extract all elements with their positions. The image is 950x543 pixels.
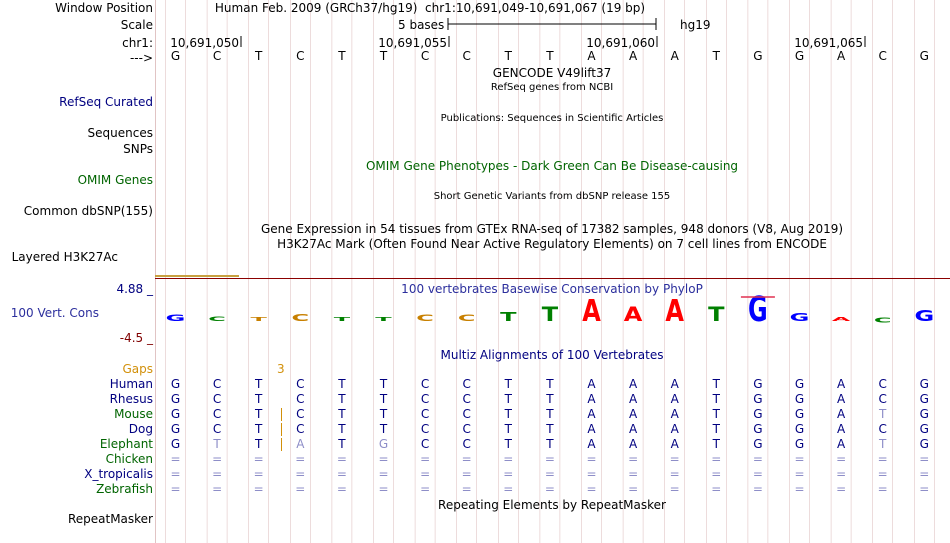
alignment-base: =	[295, 467, 306, 481]
alignment-base: G	[919, 437, 929, 451]
repeatmasker-track-title[interactable]: Repeating Elements by RepeatMasker	[438, 498, 666, 512]
reference-base: A	[836, 49, 846, 63]
alignment-base: G	[753, 422, 763, 436]
alignment-base: T	[546, 377, 554, 391]
alignment-base: G	[753, 377, 763, 391]
alignment-base: C	[296, 422, 305, 436]
conservation-base: G	[789, 311, 810, 324]
alignment-base: =	[711, 467, 722, 481]
conservation-base: T	[708, 304, 725, 327]
scale-label: Scale	[120, 18, 153, 32]
reference-base: T	[255, 49, 263, 63]
alignment-base: G	[794, 437, 805, 451]
alignment-base: C	[462, 422, 471, 436]
alignment-base: A	[628, 407, 638, 421]
gap-count: 3	[277, 362, 285, 376]
alignment-base: C	[296, 377, 305, 391]
reference-base: A	[628, 49, 638, 63]
alignment-base: =	[711, 482, 722, 496]
alignment-base: =	[669, 452, 680, 466]
cons-max-label: 4.88 _	[116, 282, 153, 296]
conservation-base: T	[375, 316, 392, 323]
alignment-base: A	[670, 437, 679, 451]
alignment-base: =	[586, 482, 597, 496]
reference-base: T	[379, 49, 388, 63]
gaps-label: Gaps	[122, 362, 153, 376]
alignment-base: =	[336, 452, 347, 466]
alignment-base: =	[919, 482, 930, 496]
alignment-base: =	[420, 467, 431, 481]
multiz-track-title[interactable]: Multiz Alignments of 100 Vertebrates	[440, 348, 664, 362]
snps-track-label[interactable]: SNPs	[123, 142, 153, 156]
conservation-base: A	[582, 293, 601, 329]
alignment-base: =	[752, 467, 763, 481]
alignment-base: G	[919, 392, 929, 406]
alignment-base: C	[462, 377, 471, 391]
alignment-base: =	[170, 467, 181, 481]
reference-base: C	[420, 49, 430, 63]
alignment-base: A	[587, 407, 596, 421]
alignment-base: T	[504, 377, 512, 391]
h3k27ac-track-title[interactable]: H3K27Ac Mark (Often Found Near Active Regulatory Elements) on 7 cell lines from ENCODE	[277, 237, 827, 251]
alignment-base: =	[253, 452, 264, 466]
reference-base: G	[794, 49, 805, 63]
alignment-base: G	[753, 437, 763, 451]
reference-base: G	[753, 49, 763, 63]
alignment-base: A	[836, 392, 846, 406]
cons-min-label: -4.5 _	[119, 331, 153, 345]
alignment-base: A	[836, 377, 846, 391]
species-label[interactable]: Dog	[128, 422, 153, 436]
reference-base: C	[296, 49, 305, 63]
conservation-base: T	[250, 316, 267, 323]
assembly-name: Human Feb. 2009 (GRCh37/hg19)	[214, 1, 418, 15]
alignment-base: T	[338, 392, 346, 406]
refseq-track-title[interactable]: RefSeq genes from NCBI	[490, 82, 614, 93]
alignment-base: T	[255, 392, 263, 406]
alignment-base: A	[670, 407, 679, 421]
alignment-base: =	[836, 452, 847, 466]
alignment-base: T	[712, 407, 720, 421]
position-readout: chr1:10,691,049-10,691,067 (19 bp)	[425, 1, 646, 15]
insertion-marker	[281, 438, 282, 451]
alignment-base: C	[212, 407, 222, 421]
alignment-base: T	[338, 422, 346, 436]
alignment-base: A	[587, 422, 596, 436]
alignment-base: C	[296, 407, 305, 421]
alignment-base: T	[255, 377, 263, 391]
alignment-base: =	[461, 482, 472, 496]
conservation-base: G	[914, 306, 935, 325]
alignment-base: A	[670, 422, 679, 436]
alignment-base: =	[503, 467, 514, 481]
reference-base: C	[878, 49, 887, 63]
alignment-base: =	[212, 452, 223, 466]
alignment-base: =	[544, 467, 555, 481]
alignment-base: A	[628, 377, 638, 391]
alignment-base: =	[794, 482, 805, 496]
alignment-base: =	[877, 482, 888, 496]
alignment-base: T	[712, 422, 720, 436]
alignment-base: G	[170, 422, 181, 436]
alignment-base: A	[587, 377, 596, 391]
alignment-base: T	[546, 392, 554, 406]
alignment-base: C	[420, 392, 430, 406]
reference-base: C	[462, 49, 471, 63]
alignment-base: G	[794, 392, 805, 406]
alignment-base: T	[379, 377, 388, 391]
species-label[interactable]: Rhesus	[109, 392, 153, 406]
alignment-base: T	[504, 422, 512, 436]
window-position-label: Window Position	[55, 1, 153, 15]
omim-track-title[interactable]: OMIM Gene Phenotypes - Dark Green Can Be Disease-causing	[365, 159, 739, 173]
alignment-base: =	[461, 452, 472, 466]
alignment-base: =	[919, 452, 930, 466]
alignment-base: T	[879, 407, 887, 421]
alignment-base: =	[794, 452, 805, 466]
cons-track-label[interactable]: 100 Vert. Cons	[10, 306, 99, 320]
conservation-base: C	[208, 315, 226, 323]
species-label[interactable]: Mouse	[114, 407, 153, 421]
alignment-base: A	[587, 437, 596, 451]
ruler-tick-label: 10,691,050	[170, 36, 239, 50]
alignment-base: =	[877, 452, 888, 466]
alignment-base: C	[420, 407, 430, 421]
alignment-base: =	[752, 452, 763, 466]
alignment-base: C	[212, 422, 222, 436]
alignment-base: T	[712, 392, 720, 406]
sequences-track-label[interactable]: Sequences	[87, 126, 153, 140]
alignment-base: =	[752, 482, 763, 496]
alignment-base: T	[255, 407, 263, 421]
alignment-base: T	[546, 437, 554, 451]
alignment-base: =	[544, 452, 555, 466]
alignment-base: C	[420, 422, 430, 436]
alignment-base: =	[170, 452, 181, 466]
alignment-base: =	[295, 452, 306, 466]
species-label[interactable]: Chicken	[105, 452, 153, 466]
reference-base: T	[504, 49, 512, 63]
alignment-base: G	[794, 377, 805, 391]
alignment-base: =	[628, 452, 639, 466]
alignment-base: T	[546, 422, 554, 436]
alignment-base: A	[628, 437, 638, 451]
conservation-base: C	[457, 313, 476, 324]
alignment-base: G	[919, 377, 929, 391]
species-label[interactable]: Human	[109, 377, 153, 391]
alignment-base: =	[212, 467, 223, 481]
reference-base: T	[338, 49, 346, 63]
alignment-base: T	[712, 437, 720, 451]
alignment-base: C	[420, 377, 430, 391]
alignment-base: T	[379, 422, 388, 436]
alignment-base: A	[836, 437, 846, 451]
alignment-base: C	[296, 392, 305, 406]
conservation-base: T	[500, 310, 517, 325]
conservation-base: T	[333, 316, 351, 323]
alignment-base: T	[504, 437, 512, 451]
alignment-base: A	[670, 377, 679, 391]
reference-base: A	[670, 49, 679, 63]
conservation-base: C	[873, 316, 892, 325]
alignment-base: =	[794, 467, 805, 481]
alignment-base: =	[628, 482, 639, 496]
alignment-base: =	[336, 467, 347, 481]
alignment-base: G	[794, 422, 805, 436]
alignment-base: =	[628, 467, 639, 481]
alignment-base: =	[378, 467, 389, 481]
ruler-tick-label: 10,691,055	[378, 36, 447, 50]
alignment-base: A	[836, 407, 846, 421]
conservation-base: T	[541, 304, 559, 327]
alignment-base: C	[212, 392, 222, 406]
alignment-base: =	[212, 482, 223, 496]
alignment-base: =	[503, 482, 514, 496]
alignment-base: =	[877, 467, 888, 481]
alignment-base: T	[255, 437, 263, 451]
alignment-base: A	[628, 422, 638, 436]
conservation-base: C	[291, 312, 310, 324]
alignment-base: T	[504, 392, 512, 406]
alignment-base: =	[420, 452, 431, 466]
reference-base: C	[212, 49, 222, 63]
alignment-base: G	[919, 422, 929, 436]
alignment-base: T	[379, 392, 388, 406]
alignment-base: =	[378, 482, 389, 496]
species-label[interactable]: Elephant	[99, 437, 153, 451]
alignment-base: T	[546, 407, 554, 421]
alignment-base: A	[587, 392, 596, 406]
alignment-base: =	[544, 482, 555, 496]
alignment-base: =	[253, 467, 264, 481]
alignment-base: G	[170, 407, 181, 421]
alignment-base: =	[586, 452, 597, 466]
alignment-base: =	[919, 467, 930, 481]
dbsnp-track-label[interactable]: Common dbSNP(155)	[23, 204, 153, 218]
repeatmasker-track-label[interactable]: RepeatMasker	[67, 512, 153, 526]
alignment-base: A	[628, 392, 638, 406]
alignment-base: C	[878, 422, 887, 436]
conservation-base: C	[416, 313, 434, 324]
reference-base: T	[712, 49, 720, 63]
alignment-base: =	[253, 482, 264, 496]
alignment-base: C	[878, 377, 887, 391]
alignment-base: T	[338, 437, 346, 451]
alignment-base: =	[295, 482, 306, 496]
alignment-base: G	[753, 392, 763, 406]
reference-base: G	[919, 49, 929, 63]
gencode-track-title[interactable]: GENCODE V49lift37	[492, 66, 612, 80]
alignment-base: C	[212, 377, 222, 391]
refseq-track-label[interactable]: RefSeq Curated	[59, 95, 153, 109]
alignment-base: =	[378, 452, 389, 466]
alignment-base: C	[878, 392, 887, 406]
ruler-tick-label: 10,691,065	[794, 36, 863, 50]
alignment-base: =	[336, 482, 347, 496]
alignment-base: T	[255, 422, 263, 436]
alignment-base: =	[461, 467, 472, 481]
alignment-base: A	[670, 392, 679, 406]
alignment-base: G	[919, 407, 929, 421]
alignment-base: A	[836, 422, 846, 436]
omim-track-label[interactable]: OMIM Genes	[77, 173, 153, 187]
alignment-base: A	[296, 437, 305, 451]
dbsnp-track-title[interactable]: Short Genetic Variants from dbSNP release 155	[433, 191, 671, 202]
species-label[interactable]: X_tropicalis	[84, 467, 153, 481]
alignment-base: T	[338, 377, 346, 391]
alignment-base: G	[378, 437, 389, 451]
publications-track-title[interactable]: Publications: Sequences in Scientific Articles	[440, 113, 664, 124]
ruler-tick-label: 10,691,060	[586, 36, 655, 50]
alignment-base: G	[170, 437, 181, 451]
alignment-base: C	[462, 407, 471, 421]
alignment-base: T	[504, 407, 512, 421]
scale-db: hg19	[680, 18, 711, 32]
alignment-base: C	[420, 437, 430, 451]
alignment-base: =	[836, 482, 847, 496]
alignment-base: C	[462, 437, 471, 451]
alignment-base: T	[712, 377, 720, 391]
chrom-label: chr1:	[122, 36, 153, 50]
alignment-base: G	[753, 407, 763, 421]
alignment-base: G	[794, 407, 805, 421]
alignment-base: T	[338, 407, 346, 421]
conservation-base: A	[665, 293, 684, 329]
cons-track-title[interactable]: 100 vertebrates Basewise Conservation by PhyloP	[401, 282, 703, 296]
conservation-base: A	[623, 304, 643, 327]
conservation-base: G	[165, 313, 186, 324]
strand-label[interactable]: --->	[129, 51, 153, 65]
alignment-base: =	[503, 452, 514, 466]
scale-text: 5 bases	[398, 18, 445, 32]
genome-browser-track-area[interactable]	[155, 0, 950, 543]
alignment-base: =	[170, 482, 181, 496]
alignment-base: T	[879, 437, 887, 451]
alignment-base: =	[669, 467, 680, 481]
conservation-base: G	[748, 289, 768, 331]
alignment-base: T	[213, 437, 221, 451]
alignment-base: G	[170, 392, 181, 406]
alignment-base: C	[462, 392, 471, 406]
alignment-base: =	[836, 467, 847, 481]
reference-base: A	[587, 49, 596, 63]
h3k27ac-track-label[interactable]: Layered H3K27Ac	[11, 250, 118, 264]
reference-base: T	[546, 49, 554, 63]
alignment-base: =	[586, 467, 597, 481]
alignment-base: T	[379, 407, 388, 421]
conservation-base: A	[831, 316, 851, 323]
reference-base: G	[170, 49, 181, 63]
track-label-column	[0, 0, 155, 543]
alignment-base: =	[420, 482, 431, 496]
gtex-track-title[interactable]: Gene Expression in 54 tissues from GTEx RNA-seq of 17382 samples, 948 donors (V8, Aug 2019)	[260, 222, 844, 236]
alignment-base: =	[669, 482, 680, 496]
insertion-marker	[281, 408, 282, 421]
alignment-base: =	[711, 452, 722, 466]
species-label[interactable]: Zebrafish	[96, 482, 153, 496]
insertion-marker	[281, 423, 282, 436]
alignment-base: G	[170, 377, 181, 391]
